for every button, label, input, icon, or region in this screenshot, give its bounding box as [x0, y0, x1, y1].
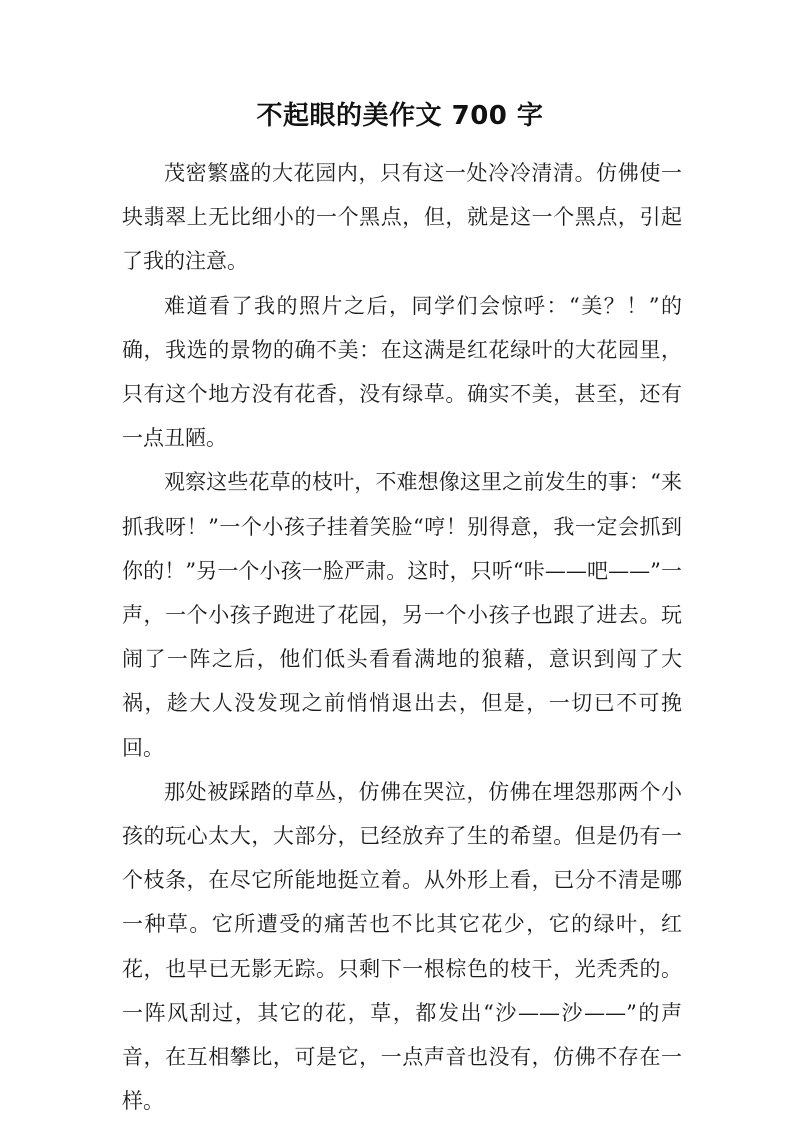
document-body [122, 151, 682, 1123]
paragraph-3: 观察这些花草的枝叶，不难想像这里之前发生的事：“来抓我呀！”一个小孩子挂着笑脸“哼！别得意，我一定会抓到你的！”另一个小孩一脸严肃。这时，只听“咔——吧——”一声，一个小孩子跑进了花园，另一个小孩子也跟了进去。玩闹了一阵之后，他们低头看看满地的狼藉，意识到闯了大祸，趁大人没发现之前悄悄退出去，但是，一切已不可挽回。 [122, 470, 682, 760]
paragraph-4: 那处被踩踏的草丛，仿佛在哭泣，仿佛在埋怨那两个小孩的玩心太大，大部分，已经放弃了生的希望。但是仍有一个枝条，在尽它所能地挺立着。从外形上看，已分不清是哪一种草。它所遭受的痛苦也不比其它花少，它的绿叶，红花，也早已无影无踪。只剩下一根棕色的枝干，光秃秃的。一阵风刮过，其它的花，草，都发出“沙——沙——”的声音，在互相攀比，可是它，一点声音也没有，仿佛不存在一样。 [122, 779, 682, 1114]
paragraph-2: 难道看了我的照片之后，同学们会惊呼：“美？！”的确，我选的景物的确不美：在这满是红花绿叶的大花园里，只有这个地方没有花香，没有绿草。确实不美，甚至，还有一点丑陋。 [122, 293, 682, 451]
document-title: 不起眼的美作文 700 字 [256, 101, 544, 131]
paragraph-1: 茂密繁盛的大花园内，只有这一处冷冷清清。仿佛使一块翡翠上无比细小的一个黑点，但，就是这一个黑点，引起了我的注意。 [122, 161, 682, 274]
